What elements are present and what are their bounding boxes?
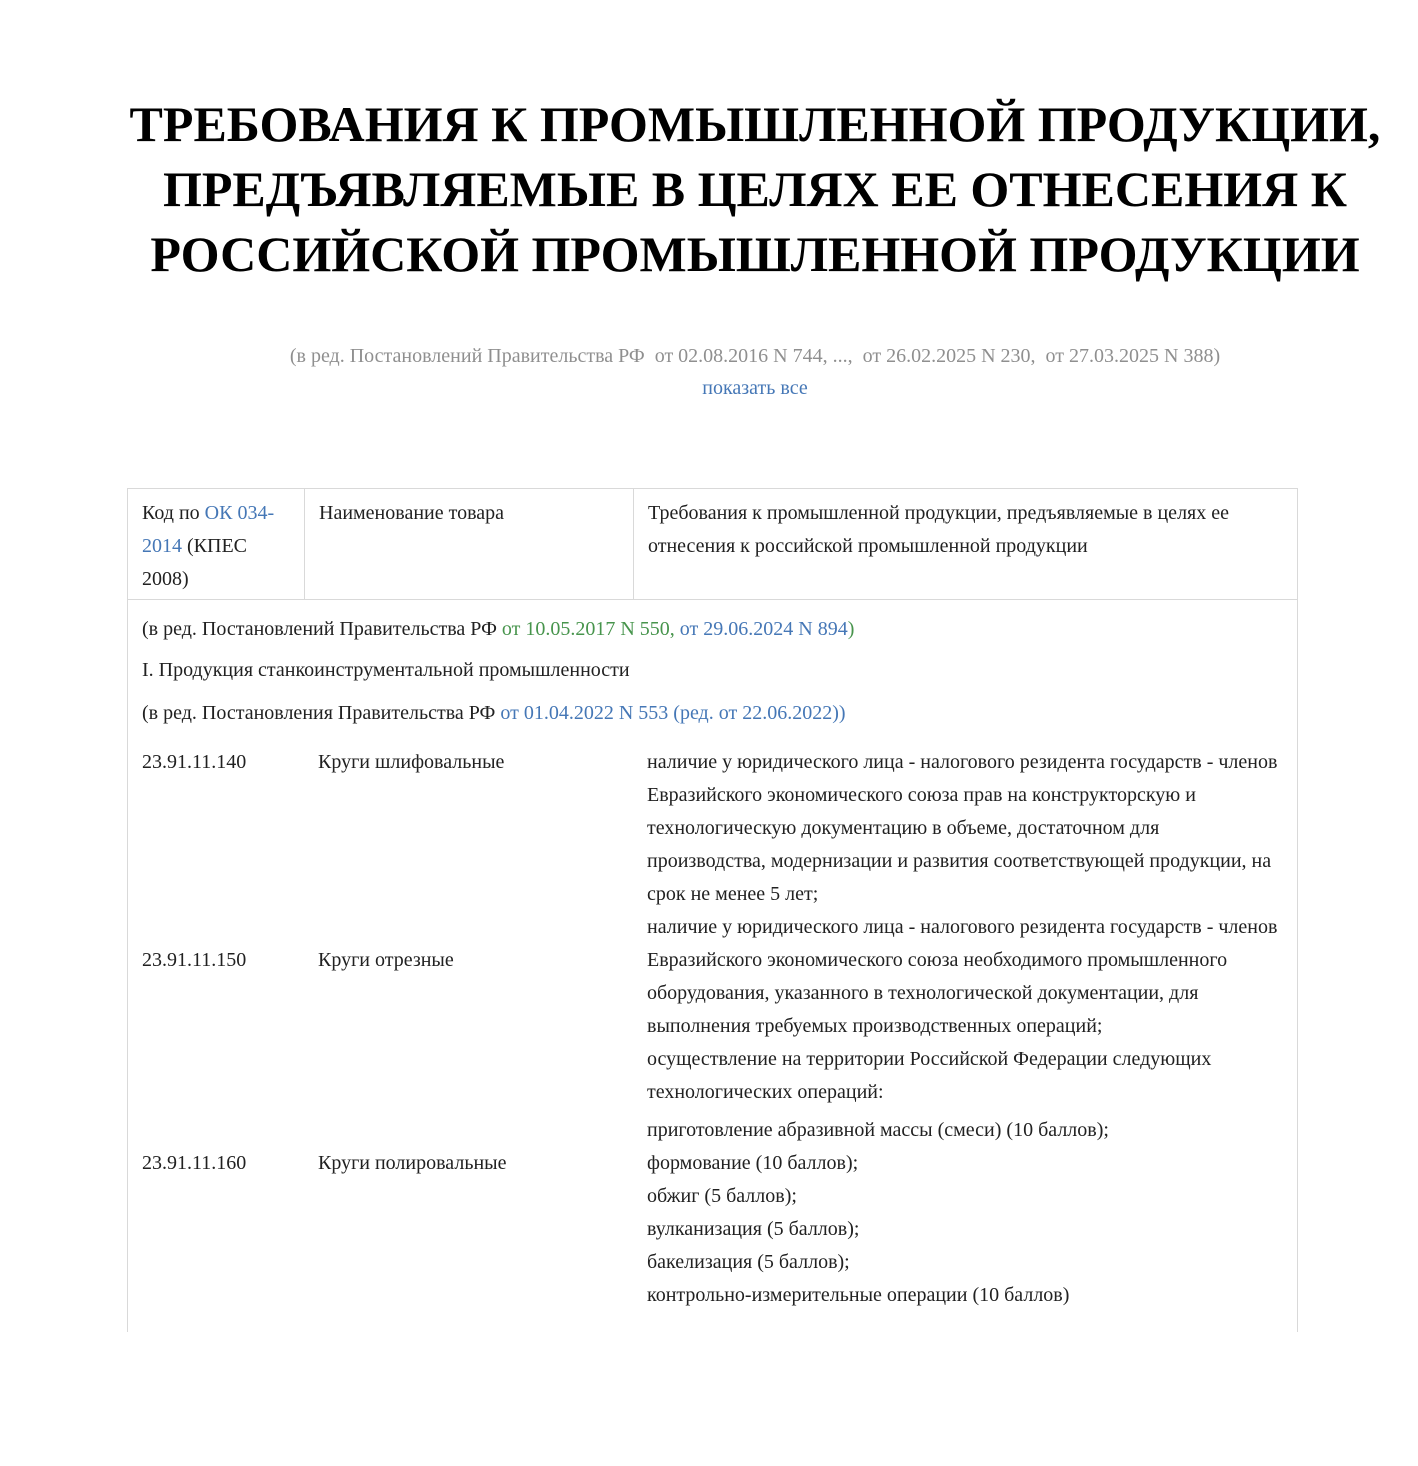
requirement-line: осуществление на территории Российской Федерации следующих технологических операций: — [647, 1048, 1212, 1103]
edition-rows — [128, 600, 1297, 730]
edition-note: (в ред. Постановлений Правительства РФ от 02.08.2016 N 744, ..., от 26.02.2025 N 230, от 27.03.2025 N 388) — [289, 345, 1221, 367]
document-link[interactable]: ) — [847, 618, 855, 640]
page-title-line: ТРЕБОВАНИЯ К ПРОМЫШЛЕННОЙ ПРОДУКЦИИ, — [129, 96, 1381, 152]
document-link[interactable]: от 01.04.2022 N 553 (ред. от 22.06.2022) — [500, 702, 839, 724]
text-run: (в ред. Постановления Правительства РФ — [142, 702, 501, 724]
document-link[interactable]: от 29.06.2024 N 894 — [679, 618, 848, 640]
document-link[interactable]: ) — [838, 702, 846, 724]
product-code: 23.91.11.140 — [142, 751, 247, 773]
text-run: Код по — [142, 502, 205, 524]
text-run: (в ред. Постановлений Правительства РФ — [142, 618, 502, 640]
product-code: 23.91.11.160 — [142, 1152, 247, 1174]
requirement-line: наличие у юридического лица - налогового резидента государств - членов Евразийского экономического союза прав на конструкторскую и технологическую документацию в объеме, достаточном для производства, модернизации и развития соответствующей продукции, на срок не менее 5 лет; — [647, 751, 1278, 905]
requirement-line: бакелизация (5 баллов); — [647, 1251, 850, 1273]
page-title-line: ПРЕДЪЯВЛЯЕМЫЕ В ЦЕЛЯХ ЕЕ ОТНЕСЕНИЯ К — [162, 161, 1348, 217]
product-name: Круги шлифовальные — [318, 751, 505, 773]
edition-row — [128, 687, 1297, 730]
text-run: (КПЕС 2008) — [142, 535, 247, 590]
document-content — [127, 92, 1383, 1332]
product-name: Круги полировальные — [318, 1152, 507, 1174]
page-title-line: РОССИЙСКОЙ ПРОМЫШЛЕННОЙ ПРОДУКЦИИ — [150, 226, 1360, 282]
edition-row — [128, 646, 1297, 687]
requirement-line: наличие у юридического лица - налогового резидента государств - членов Евразийского экономического союза необходимого промышленного оборудования, указанного в технологической документации, для выполнения требуемых производственных операций; — [647, 916, 1278, 1037]
requirement-line: формование (10 баллов); — [647, 1152, 859, 1174]
requirement-line: обжиг (5 баллов); — [647, 1185, 797, 1207]
code-column — [128, 746, 304, 1312]
text-run: I. Продукция станкоинструментальной промышленности — [142, 659, 630, 681]
header-col-code — [128, 489, 304, 599]
show-all-row — [127, 373, 1383, 403]
table-body-row — [128, 730, 1297, 1332]
document-link[interactable]: ОК 034-2014 — [142, 502, 275, 557]
requirements-column — [633, 746, 1297, 1312]
requirement-line: вулканизация (5 баллов); — [647, 1218, 860, 1240]
edition-row — [128, 600, 1297, 646]
requirement-line: приготовление абразивной массы (смеси) (10 баллов); — [647, 1119, 1109, 1141]
page-title — [127, 92, 1383, 287]
table-header-row — [128, 489, 1297, 600]
name-column — [304, 746, 633, 1312]
header-col-requirements: Требования к промышленной продукции, предъявляемые в целях ее отнесения к российской промышленной продукции — [633, 489, 1297, 599]
requirement-line: контрольно-измерительные операции (10 баллов) — [647, 1284, 1070, 1306]
show-all-link[interactable]: показать все — [702, 377, 808, 399]
document-link[interactable]: от 10.05.2017 N 550, — [501, 618, 680, 640]
product-name: Круги отрезные — [318, 949, 454, 971]
requirements-table — [127, 488, 1298, 1332]
product-code: 23.91.11.150 — [142, 949, 247, 971]
header-col-name: Наименование товара — [304, 489, 633, 599]
